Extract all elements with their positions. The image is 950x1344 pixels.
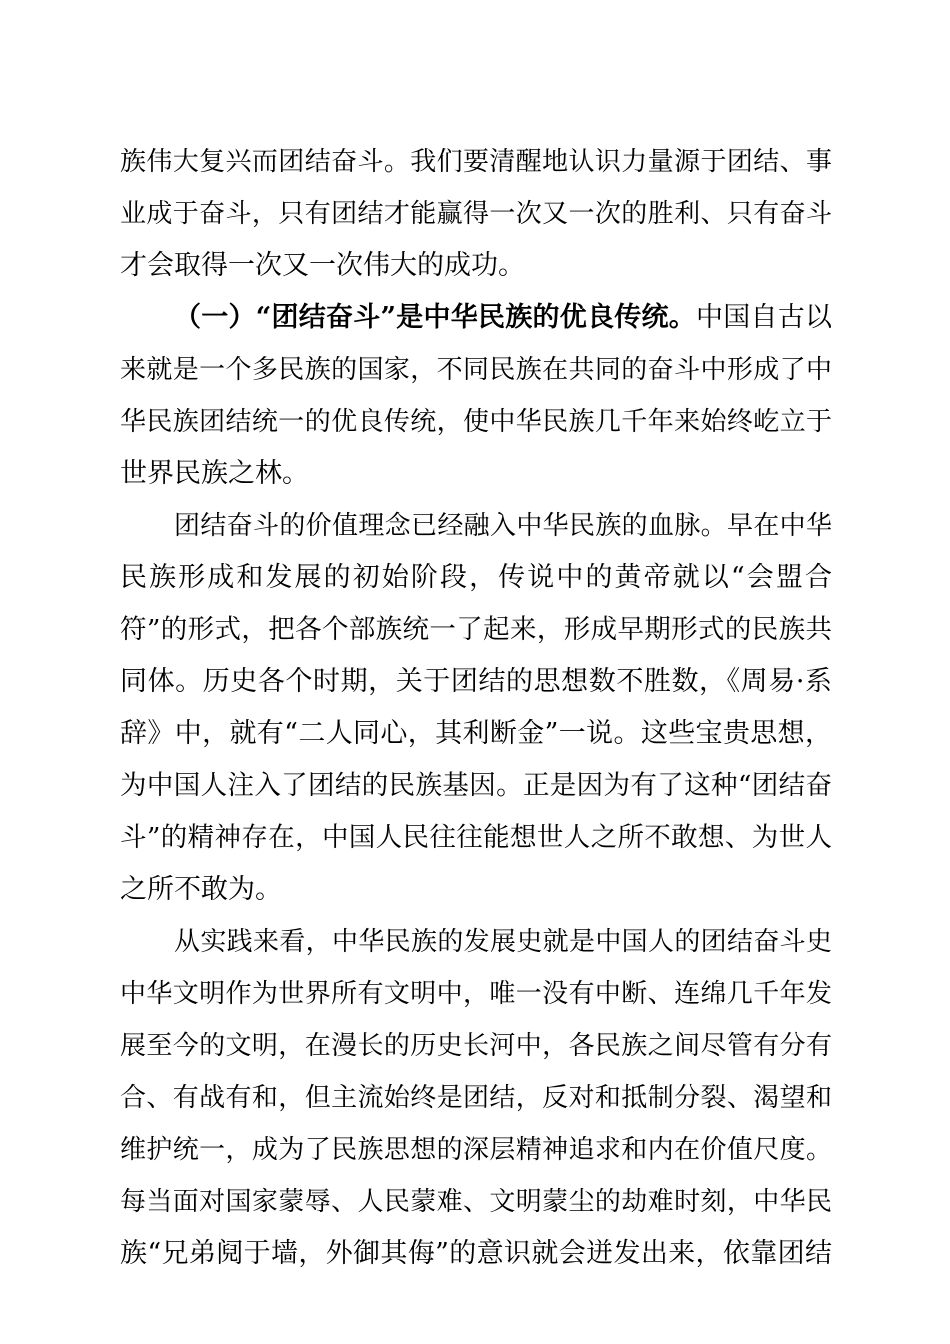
text-line: 每当面对国家蒙辱、人民蒙难、文明蒙尘的劫难时刻，中华民 — [120, 1187, 832, 1217]
section-heading: （一）“团结奋斗”是中华民族的优良传统。 — [174, 302, 697, 333]
text-line: 符”的形式，把各个部族统一了起来，形成早期形式的民族共 — [120, 614, 832, 645]
text-line: 族伟大复兴而团结奋斗。我们要清醒地认识力量源于团结、事 — [120, 147, 832, 177]
text-line: 来就是一个多民族的国家，不同民族在共同的奋斗中形成了中 — [120, 355, 832, 385]
text-line: 中华文明作为世界所有文明中，唯一没有中断、连绵几千年发 — [120, 979, 832, 1009]
text-line: 世界民族之林。 — [120, 458, 309, 489]
text-line: 民族形成和发展的初始阶段，传说中的黄帝就以“会盟合 — [120, 562, 832, 593]
text-line: 合、有战有和，但主流始终是团结，反对和抵制分裂、渴望和 — [120, 1083, 832, 1113]
text-line: 才会取得一次又一次伟大的成功。 — [120, 250, 525, 281]
text-line: 华民族团结统一的优良传统，使中华民族几千年来始终屹立于 — [120, 407, 832, 437]
text-line: 之所不敢为。 — [120, 874, 282, 905]
text-line: 斗”的精神存在，中国人民往往能想世人之所不敢想、为世人 — [120, 822, 832, 853]
text-line: 业成于奋斗，只有团结才能赢得一次又一次的胜利、只有奋斗 — [120, 199, 832, 229]
section-heading-line — [174, 294, 832, 342]
text-line: 展至今的文明，在漫长的历史长河中，各民族之间尽管有分有 — [120, 1031, 832, 1061]
text-line: 同体。历史各个时期，关于团结的思想数不胜数，《周易·系 — [120, 666, 832, 697]
text-line: 为中国人注入了团结的民族基因。正是因为有了这种“团结奋 — [120, 770, 832, 801]
text-line: 从实践来看，中华民族的发展史就是中国人的团结奋斗史 — [174, 927, 832, 957]
text-line: 辞》中，就有“二人同心，其利断金”一说。这些宝贵思想， — [120, 718, 832, 749]
text-line: 维护统一，成为了民族思想的深层精神追求和内在价值尺度。 — [120, 1135, 832, 1165]
text-line: 团结奋斗的价值理念已经融入中华民族的血脉。早在中华 — [174, 511, 832, 541]
text-line: 族“兄弟阋于墙，外御其侮”的意识就会迸发出来，依靠团结 — [120, 1238, 832, 1269]
text-run: 中国自古以 — [696, 302, 833, 333]
